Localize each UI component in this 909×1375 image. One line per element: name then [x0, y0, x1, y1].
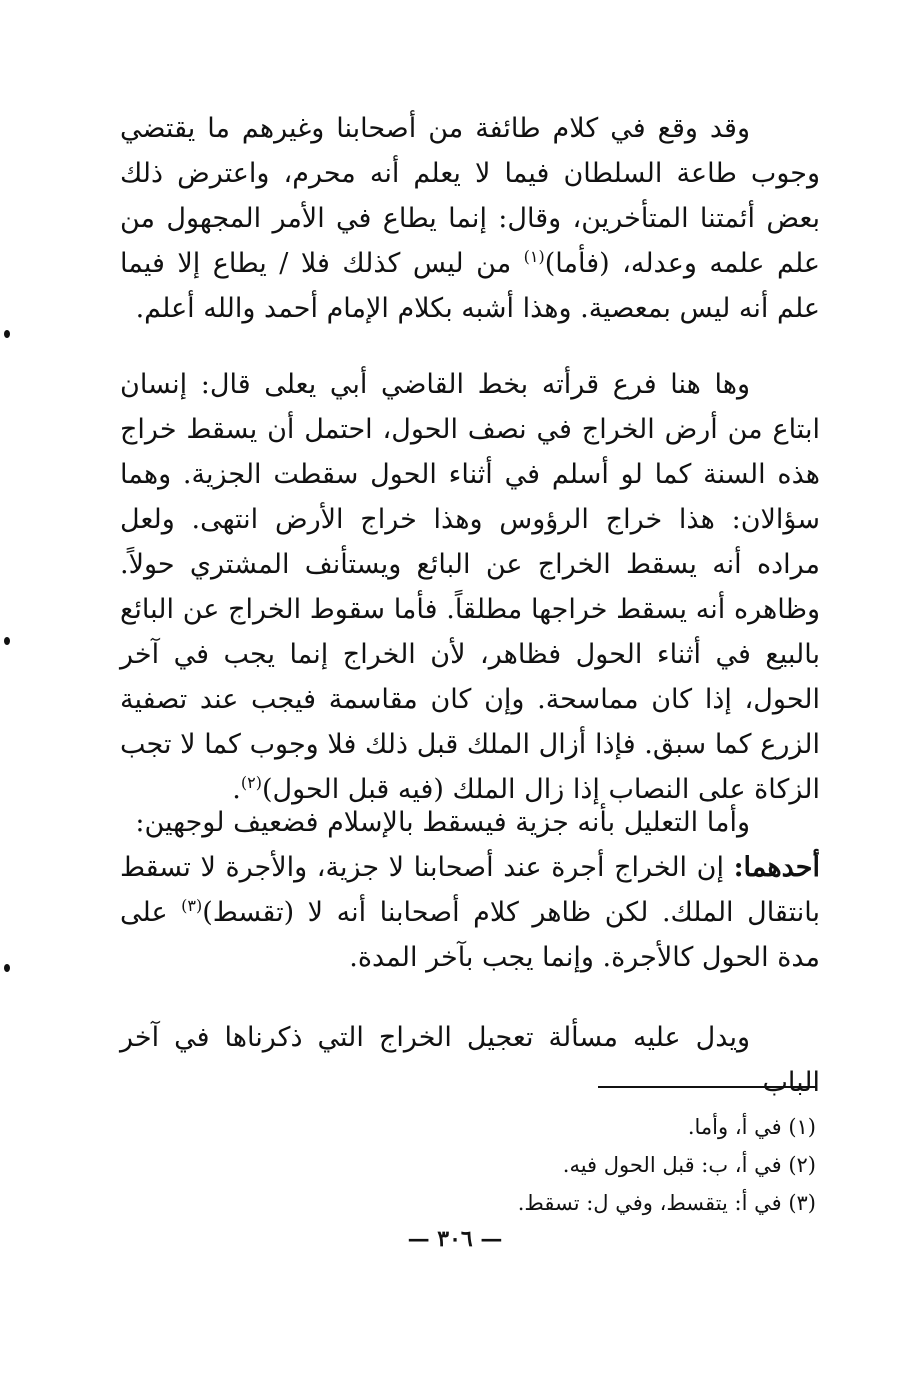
footnotes-list	[300, 1108, 816, 1222]
paragraph-1	[120, 106, 820, 331]
page-number: — ٣٠٦ —	[407, 1226, 503, 1252]
margin-mark	[4, 964, 10, 972]
paragraph-3	[120, 800, 820, 980]
footnote-3: (٣) في أ: يتقسط، وفي ل: تسقط.	[517, 1191, 816, 1215]
paragraph-3-label: أحدهما:	[733, 852, 820, 883]
paragraph-1-text-a: وقد وقع في كلام طائفة من أصحابنا وغيرهم ما يقتضي وجوب طاعة السلطان فيما لا يعلم أنه محرم، واعترض ذلك بعض أئمتنا المتأخرين، وقال: إنما يطاع في الأمر المجهول من علم علمه وعدله، (فأما)	[120, 113, 820, 279]
footnote-ref-2: (٢)	[240, 773, 262, 792]
footnote-divider	[598, 1086, 816, 1088]
margin-mark	[4, 330, 10, 338]
paragraph-2-text-a: وها هنا فرع قرأته بخط القاضي أبي يعلى قال: إنسان ابتاع من أرض الخراج في نصف الحول، احتمل أن يسقط خراج هذه السنة كما لو أسلم في أثناء الحول سقطت الجزية. وهما سؤالان: هذا خراج الرؤوس وهذا خراج الأرض انتهى. ولعل مراده أنه يسقط الخراج عن البائع ويستأنف المشتري حولاً. وظاهره أنه يسقط خراجها مطلقاً. فأما سقوط الخراج عن البائع بالبيع في أثناء الحول فظاهر، لأن الخراج إنما يجب في آخر الحول، إذا كان مماسحة. وإن كان مقاسمة فيجب عند تصفية الزرع كما سبق. فإذا أزال الملك قبل ذلك فلا وجوب كما لا تجب الزكاة على النصاب إذا زال الملك (فيه قبل الحول)	[120, 369, 820, 805]
paragraph-3-text-b: على مدة الحول كالأجرة. وإنما يجب بآخر المدة.	[120, 897, 820, 973]
paragraph-2	[120, 362, 820, 812]
footnote-ref-3: (٣)	[181, 896, 203, 915]
paragraph-2-text-b: .	[232, 774, 241, 805]
paragraph-3-text-a: إن الخراج أجرة عند أصحابنا لا جزية، والأجرة لا تسقط بانتقال الملك. لكن ظاهر كلام أصحابنا أنه لا (تقسط)	[120, 852, 820, 928]
paragraph-4-text: ويدل عليه مسألة تعجيل الخراج التي ذكرناها في آخر الباب	[120, 1022, 820, 1098]
footnote-1: (١) في أ، وأما.	[687, 1115, 816, 1139]
paragraph-1-text-b: من ليس كذلك فلا / يطاع إلا فيما علم أنه ليس بمعصية. وهذا أشبه بكلام الإمام أحمد والله أعلم.	[120, 248, 820, 324]
paragraph-4	[120, 1015, 820, 1105]
paragraph-3-intro: وأما التعليل بأنه جزية فيسقط بالإسلام فضعيف لوجهين:	[135, 807, 750, 838]
footnote-ref-1: (١)	[523, 247, 545, 266]
margin-mark	[4, 637, 10, 645]
footnote-2: (٢) في أ، ب: قبل الحول فيه.	[562, 1153, 816, 1177]
